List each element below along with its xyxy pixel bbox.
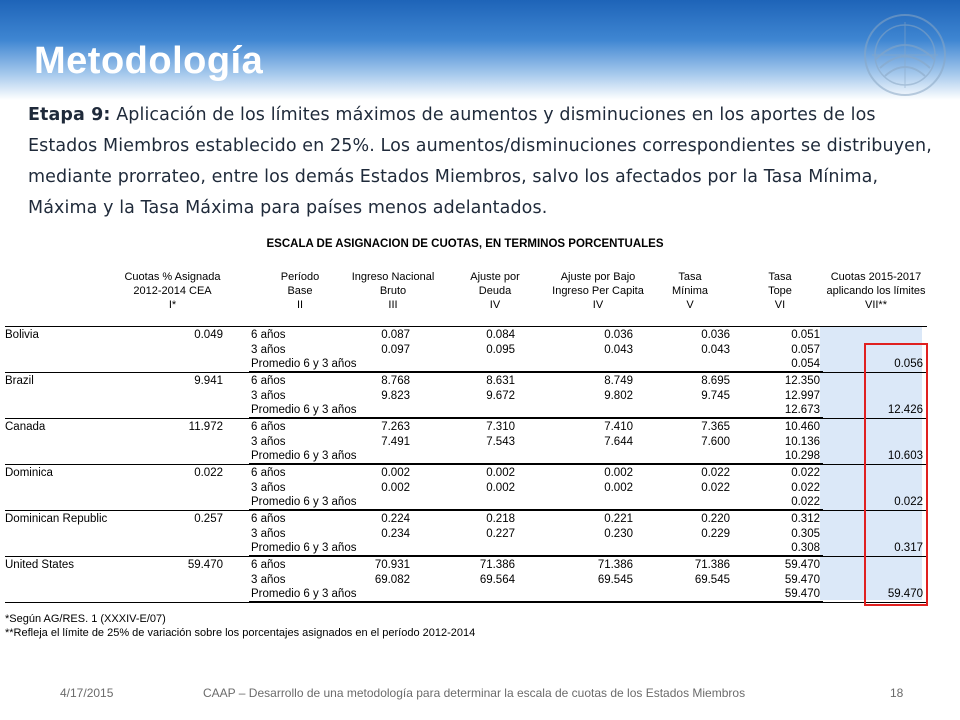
value-cell: 59.470 <box>784 559 820 571</box>
highlight-box <box>864 343 928 606</box>
value-cell: 7.310 <box>486 421 515 433</box>
base-period: 6 años <box>251 559 286 571</box>
value-cell: 0.022 <box>701 481 730 494</box>
base-period: Promedio 6 y 3 años <box>251 450 357 462</box>
table-row <box>5 449 927 464</box>
value-cell: 0.095 <box>486 343 515 356</box>
header-line: Cuotas 2015-2017 <box>830 271 922 283</box>
value-cell: 8.768 <box>381 375 410 387</box>
country-name: Bolivia <box>5 329 39 341</box>
value-cell: 7.491 <box>381 435 410 448</box>
value-cell: 7.263 <box>381 421 410 433</box>
table-row <box>5 558 927 573</box>
value-cell: 7.600 <box>701 435 730 448</box>
value-cell: 0.043 <box>604 343 633 356</box>
table-row <box>5 527 927 542</box>
value-cell: 9.802 <box>604 389 633 402</box>
value-cell: 0.002 <box>381 481 410 494</box>
value-cell: 12.350 <box>784 375 820 387</box>
value-cell: 9.672 <box>486 389 515 402</box>
header-line: Ajuste por Bajo <box>560 271 636 283</box>
value-cell: 8.749 <box>604 375 633 387</box>
value-cell: 0.227 <box>486 527 515 540</box>
country-group <box>5 511 927 557</box>
country-group <box>5 465 927 511</box>
value-cell: 0.036 <box>604 329 633 341</box>
value-cell: 0.084 <box>486 329 515 341</box>
value-cell: 8.631 <box>486 375 515 387</box>
value-cell: 69.564 <box>479 573 515 586</box>
value-cell: 0.002 <box>486 481 515 494</box>
value-cell: 0.002 <box>381 467 410 479</box>
value-cell: 69.082 <box>374 573 410 586</box>
value-cell: 0.022 <box>894 496 923 508</box>
value-cell: 0.022 <box>791 467 820 479</box>
base-period: 6 años <box>251 467 286 479</box>
table-row <box>5 420 927 435</box>
header-line: Tasa <box>678 271 702 283</box>
header-line: Tope <box>768 285 792 297</box>
header-col-4 <box>445 270 545 312</box>
table-header <box>5 270 927 327</box>
value-cell: 59.470 <box>784 588 820 600</box>
note-1: *Según AG/RES. 1 (XXXIV-E/07) <box>5 613 166 625</box>
base-period: Promedio 6 y 3 años <box>251 588 357 600</box>
base-period: 6 años <box>251 375 286 387</box>
value-cell: 0.002 <box>604 467 633 479</box>
table-row <box>5 403 927 418</box>
quota-table <box>5 270 927 603</box>
base-period: 6 años <box>251 329 286 341</box>
value-cell: 9.745 <box>701 389 730 402</box>
value-cell: 0.036 <box>701 329 730 341</box>
header-line: V <box>686 299 694 311</box>
header-line: VII** <box>864 299 887 311</box>
value-cell: 71.386 <box>597 559 633 571</box>
value-cell: 71.386 <box>479 559 515 571</box>
value-cell: 0.224 <box>381 513 410 525</box>
oas-seal-icon <box>860 10 950 100</box>
value-cell: 0.097 <box>381 343 410 356</box>
country-group <box>5 419 927 465</box>
header-line: II <box>296 299 304 311</box>
country-name: Canada <box>5 421 46 433</box>
base-period: Promedio 6 y 3 años <box>251 404 357 416</box>
header-line: VI <box>774 299 786 311</box>
value-cell: 7.644 <box>604 435 633 448</box>
country-name: Brazil <box>5 375 34 387</box>
table-row <box>5 374 927 389</box>
table-row <box>5 481 927 496</box>
assigned-quota: 59.470 <box>187 559 223 571</box>
value-cell: 0.305 <box>791 527 820 540</box>
value-cell: 0.022 <box>701 467 730 479</box>
header-line: Ajuste por <box>470 271 520 283</box>
header-line: Mínima <box>671 285 709 297</box>
table-row <box>5 357 927 372</box>
value-cell: 12.997 <box>784 389 820 402</box>
header-col-3 <box>343 270 443 312</box>
header-col-5 <box>533 270 663 312</box>
header-line: Ingreso Per Capita <box>552 285 644 297</box>
value-cell: 0.002 <box>486 467 515 479</box>
stage-label: Etapa 9: <box>28 105 111 125</box>
country-name: United States <box>5 559 75 571</box>
assigned-quota: 9.941 <box>194 375 223 387</box>
value-cell: 0.317 <box>894 542 923 554</box>
value-cell: 0.230 <box>604 527 633 540</box>
value-cell: 0.022 <box>791 496 820 508</box>
value-cell: 0.022 <box>791 481 820 494</box>
header-line: 2012-2014 CEA <box>133 285 212 297</box>
base-period: 6 años <box>251 513 286 525</box>
value-cell: 0.043 <box>701 343 730 356</box>
value-cell: 0.054 <box>791 358 820 370</box>
base-period: 3 años <box>251 343 286 356</box>
header-line: III <box>388 299 398 311</box>
value-cell: 59.470 <box>784 573 820 586</box>
header-line: Deuda <box>478 285 512 297</box>
value-cell: 0.308 <box>791 542 820 554</box>
value-cell: 7.410 <box>604 421 633 433</box>
value-cell: 10.298 <box>784 450 820 462</box>
value-cell: 7.365 <box>701 421 730 433</box>
header-col-8 <box>823 270 929 312</box>
table-row <box>5 328 927 343</box>
base-period: 3 años <box>251 527 286 540</box>
header-col-2 <box>250 270 350 312</box>
value-cell: 70.931 <box>374 559 410 571</box>
assigned-quota: 0.049 <box>194 329 223 341</box>
header-line: Período <box>280 271 320 283</box>
country-group <box>5 327 927 373</box>
header-line: Cuotas % Asignada <box>124 271 221 283</box>
table-row <box>5 389 927 404</box>
table-row <box>5 587 927 602</box>
assigned-quota: 0.022 <box>194 467 223 479</box>
footer-page-number: 18 <box>890 686 904 700</box>
base-period: 3 años <box>251 573 286 586</box>
base-period: 3 años <box>251 481 286 494</box>
base-period: Promedio 6 y 3 años <box>251 496 357 508</box>
header-line: Base <box>287 285 313 297</box>
country-name: Dominican Republic <box>5 513 108 525</box>
header-col-6 <box>645 270 735 312</box>
header-line: Ingreso Nacional <box>351 271 435 283</box>
value-cell: 0.057 <box>791 343 820 356</box>
value-cell: 10.460 <box>784 421 820 433</box>
table-title: ESCALA DE ASIGNACION DE CUOTAS, EN TERMINOS PORCENTUALES <box>266 238 664 250</box>
base-period: 6 años <box>251 421 286 433</box>
header-line: IV <box>489 299 501 311</box>
header-col-7 <box>735 270 825 312</box>
value-cell: 71.386 <box>694 559 730 571</box>
table-row <box>5 541 927 556</box>
base-period: 3 años <box>251 435 286 448</box>
value-cell: 69.545 <box>694 573 730 586</box>
header-line: I* <box>168 299 177 311</box>
value-cell: 59.470 <box>887 588 923 600</box>
table-row <box>5 512 927 527</box>
value-cell: 12.426 <box>887 404 923 416</box>
base-period: Promedio 6 y 3 años <box>251 358 357 370</box>
assigned-quota: 0.257 <box>194 513 223 525</box>
value-cell: 0.234 <box>381 527 410 540</box>
value-cell: 0.056 <box>894 358 923 370</box>
value-cell: 10.136 <box>784 435 820 448</box>
value-cell: 0.002 <box>604 481 633 494</box>
base-period: 3 años <box>251 389 286 402</box>
value-cell: 0.051 <box>791 329 820 341</box>
value-cell: 12.673 <box>784 404 820 416</box>
header-line: IV <box>592 299 604 311</box>
table-row <box>5 495 927 510</box>
value-cell: 0.220 <box>701 513 730 525</box>
note-2: **Refleja el límite de 25% de variación sobre los porcentajes asignados en el período 2012-2014 <box>5 627 476 639</box>
stage-description: Aplicación de los límites máximos de aumentos y disminuciones en los aportes de los Estados Miembros establecido en 25%. Los aumentos/disminuciones correspondientes se distribuyen, mediante prorrateo, entre los demás Estados Miembros, salvo los afectados por la Tasa Mínima, Máxima y la Tasa Máxima para países menos adelantados. <box>28 105 932 218</box>
value-cell: 0.312 <box>791 513 820 525</box>
header-line: aplicando los límites <box>826 285 926 297</box>
table-notes <box>5 612 475 640</box>
slide-title: Metodología <box>34 40 264 82</box>
header-col-1 <box>115 270 230 312</box>
header-line: Tasa <box>768 271 792 283</box>
table-row <box>5 573 927 588</box>
country-group <box>5 373 927 419</box>
body-paragraph <box>28 100 938 224</box>
value-cell: 0.229 <box>701 527 730 540</box>
value-cell: 0.218 <box>486 513 515 525</box>
value-cell: 0.087 <box>381 329 410 341</box>
value-cell: 10.603 <box>887 450 923 462</box>
table-row <box>5 466 927 481</box>
footer-date: 4/17/2015 <box>60 686 114 700</box>
assigned-quota: 11.972 <box>188 421 223 433</box>
value-cell: 69.545 <box>597 573 633 586</box>
value-cell: 7.543 <box>486 435 515 448</box>
footer-caption: CAAP – Desarrollo de una metodología para determinar la escala de cuotas de los Estados Miembros <box>203 686 746 700</box>
base-period: Promedio 6 y 3 años <box>251 542 357 554</box>
country-name: Dominica <box>5 467 53 479</box>
value-cell: 0.221 <box>604 513 633 525</box>
value-cell: 8.695 <box>701 375 730 387</box>
value-cell: 9.823 <box>381 389 410 402</box>
country-group <box>5 557 927 603</box>
header-line: Bruto <box>379 285 407 297</box>
table-row <box>5 435 927 450</box>
table-body <box>5 327 927 603</box>
table-row <box>5 343 927 358</box>
